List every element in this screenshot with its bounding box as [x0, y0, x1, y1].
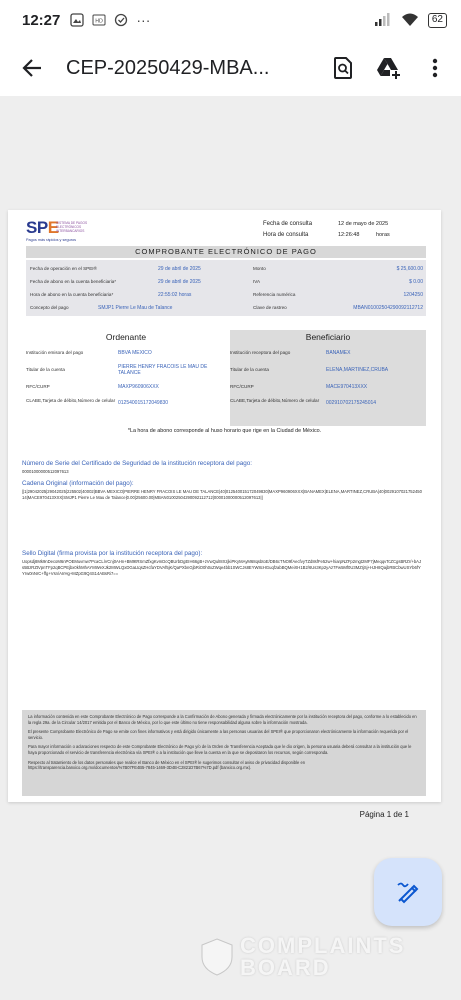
info-left-label: Hora de abono en la cuenta beneficiaria*	[30, 292, 114, 297]
info-right-value: 1204250	[403, 292, 423, 298]
beneficiario-value: MACE970413XXX	[326, 384, 368, 390]
ordenante-value: MAXP960906XXX	[118, 384, 159, 390]
info-right-label: IVA	[253, 279, 261, 284]
document-page	[8, 210, 441, 819]
signature-pen-icon	[395, 879, 421, 905]
more-notifications-icon: ···	[136, 12, 151, 28]
more-vert-icon	[432, 58, 438, 78]
info-right-value: $ 0.00	[409, 279, 423, 285]
more-options-button[interactable]	[415, 48, 455, 88]
ordenante-value: BBVA MEXICO	[118, 350, 152, 356]
logo-subtitle: SISTEMA DE PAGOS ELECTRÓNICOS INTERBANCARIOS	[56, 221, 88, 233]
info-right-value: MBAN01002504290092112712	[353, 305, 423, 311]
watermark-line2: BOARD	[240, 955, 331, 980]
ordenante-label: CLABE,Tarjeta de débito,Número de celular	[26, 398, 116, 403]
serie-title: Número de Serie del Certificado de Seguridad de la institución receptora del pago:	[22, 460, 252, 467]
ordenante-label: RFC/CURP	[26, 384, 50, 389]
sello-title: Sello Digital (firma provista por la institución receptora del pago):	[22, 550, 203, 557]
sello-value: Uopsdj8Mk9nDecoM6nPOEMuvmw7PcaCLiVCnj0AHn+BM9tRSmZfxgKvmDcQBUrbDgEIH66gB+zVwQulI8XzjkiPKyMAyM68qsbtoE/DB6cTNO9fAecfvyTZd8sfFe52w+hiarpNZFp2mgt2MF7jMeqqvTcZCgsBRZr/+bAJs5BzRZtVpnTFp2qBCPEjbx0khMhAYMWeXJk2MWLQxDGaLtqsZHcfaYDVAf5jK/QaPXbnGjbRiO0h0xZWqe4bb1SWCJs8EYW8cHGuqfzabBQMeiXH1B2/6Us3Kp2yAz7Fw5Mf0U3MZIjSj+HJH8QajbRBCbwUSYb6fYYrw0nNrC+ffg+Vsn/AIrHg+MZpG9Q4S14ABsRi7==	[22, 559, 422, 576]
app-bar	[0, 40, 461, 96]
beneficiario-heading: Beneficiario	[305, 332, 351, 342]
complaints-board-watermark	[200, 935, 405, 979]
beneficiario-label: RFC/CURP	[230, 384, 254, 389]
cadena-title: Cadena Original (información del pago):	[22, 480, 134, 487]
status-left-icons	[70, 12, 150, 28]
logo-tagline: Pagos más rápidos y seguros	[26, 238, 77, 242]
info-right-label: Clave de rastreo	[253, 305, 287, 310]
status-bar	[0, 0, 461, 40]
find-in-page-icon	[332, 56, 354, 80]
fecha-consulta-label: Fecha de consulta	[263, 221, 313, 227]
info-left-value: SMJP1 Pierre Le Mau de Talance	[98, 305, 173, 311]
legal-notice	[22, 710, 426, 796]
hora-consulta-value: 12:26:48	[338, 232, 360, 238]
cadena-value: ||1|29042025|29042025|225502|40002|BBVA MEXICO|PIERRE HENRY FRACOIS LE MAU DE TALANCE|40|012540015172049830|MAXP960906XXX|BANAMEX|ELENA,MARTINEZ,CRUBA|40|002910702175245014|MACE970413XXX|SMJP1 Pierre Le Mau de Talance|0.00|25600.00|MBAN01002504290092112712|00001000000512097613||	[22, 489, 422, 500]
spei-logo	[26, 218, 59, 238]
legal-paragraph: Para mayor información o aclaraciones respecto de este Comprobante Electrónico de Pago y/o de la Orden de Transferencia Aceptada que le dio origen, la persona usuaria deberá consultar a la institución que le haya proporcionado el servicio de transferencia electrónica vía SPEI® o a la institución que lleve la cuenta en la que se depositaron los recursos, según corresponda.	[28, 744, 412, 755]
hora-consulta-label: Hora de consulta	[263, 232, 309, 238]
legal-paragraph: El presente Comprobante Electrónico de Pago se emite con fines informativos y está dirigido únicamente a las personas usuarias del SPEI® que proporcionaron electrónicamente la información requerida por el servicio.	[28, 729, 409, 740]
ordenante-value: PIERRE HENRY FRACOIS LE MAU DE TALANCE	[118, 364, 208, 376]
image-notification-icon	[70, 13, 84, 27]
legal-paragraph: La información contenida en este Comprobante Electrónico de Pago corresponde a la Confirmación de Abono generada y firmada electrónicamente por la institución receptora del pago, conforme a lo establecido en la regla 29a. de la Circular 14/2017 emitida por el Banco de México, por lo que este último no tiene responsabilidad alguna sobre la información mostrada.	[28, 714, 417, 725]
info-right-label: Referencia numérica	[253, 292, 296, 297]
info-left-label: Fecha de abono en la cuenta beneficiaria*	[30, 279, 117, 284]
check-circle-icon	[114, 13, 128, 27]
watermark-logo-icon	[200, 937, 234, 977]
ordenante-label: Institución emisora del pago	[26, 350, 84, 355]
page-number: Página 1 de 1	[359, 810, 409, 819]
app-actions	[323, 48, 455, 88]
arrow-back-icon	[21, 57, 43, 79]
ordenante-label: Titular de la cuenta	[26, 367, 65, 372]
beneficiario-label: CLABE,Tarjeta de débito,Número de celular	[230, 398, 320, 403]
info-right-value: $ 25,600.00	[396, 266, 423, 272]
search-in-document-button[interactable]	[323, 48, 363, 88]
svg-text:HD: HD	[95, 18, 104, 25]
info-left-value: 22:55:02 horas	[158, 292, 192, 298]
wifi-icon	[400, 12, 420, 28]
document-title: CEP-20250429-MBA...	[66, 56, 270, 79]
comprobante-banner: COMPROBANTE ELECTRÓNICO DE PAGO	[26, 246, 426, 258]
edit-fab-button[interactable]	[374, 858, 442, 926]
beneficiario-label: Institución receptora del pago	[230, 350, 291, 355]
fecha-consulta-value: 12 de mayo de 2025	[338, 221, 389, 227]
beneficiario-value: 002910702175245014	[326, 400, 377, 406]
watermark-line1: COMPLAINTS	[240, 933, 406, 958]
add-to-drive-button[interactable]	[369, 48, 409, 88]
legal-paragraph: Respecto al tratamiento de los datos personales que realice el Banco de México en el SPEI® le sugerimos consultar el aviso de privacidad disponible en https://transparencia.banxico.org.mx/documentos/%7B07FE4B5-7845-1469-3D4B-C2821D7B67%7D.pdf (banxico.org.mx).	[28, 759, 305, 771]
beneficiario-value: BANAMEX	[326, 350, 351, 356]
status-right-icons	[374, 12, 447, 28]
info-left-label: Fecha de operación en el SPEI®	[30, 266, 97, 271]
logo-brand: SP	[26, 218, 48, 237]
info-left-value: 29 de abril de 2025	[158, 279, 201, 285]
status-time: 12:27	[22, 11, 61, 29]
battery-level: 62	[428, 13, 447, 28]
ordenante-heading: Ordenante	[105, 332, 147, 342]
hd-notification-icon	[92, 13, 106, 27]
back-button[interactable]	[12, 48, 52, 88]
ordenante-value: 012540015172049830	[118, 400, 169, 406]
add-to-drive-icon	[376, 56, 402, 80]
beneficiario-label: Titular de la cuenta	[230, 367, 269, 372]
signal-icon	[374, 13, 392, 27]
serie-value: 00001000000512097613	[22, 469, 69, 474]
info-right-label: Monto	[253, 266, 266, 271]
info-left-value: 29 de abril de 2025	[158, 266, 201, 272]
info-left-label: Concepto del pago	[30, 305, 69, 310]
logo-brand-e: E	[47, 218, 59, 237]
timezone-note: *La hora de abono corresponde al huso horario que rige en la Ciudad de México.	[127, 428, 322, 434]
beneficiario-value: ELENA,MARTINEZ,CRUBA	[326, 367, 389, 373]
hora-unit: horas	[376, 232, 390, 238]
